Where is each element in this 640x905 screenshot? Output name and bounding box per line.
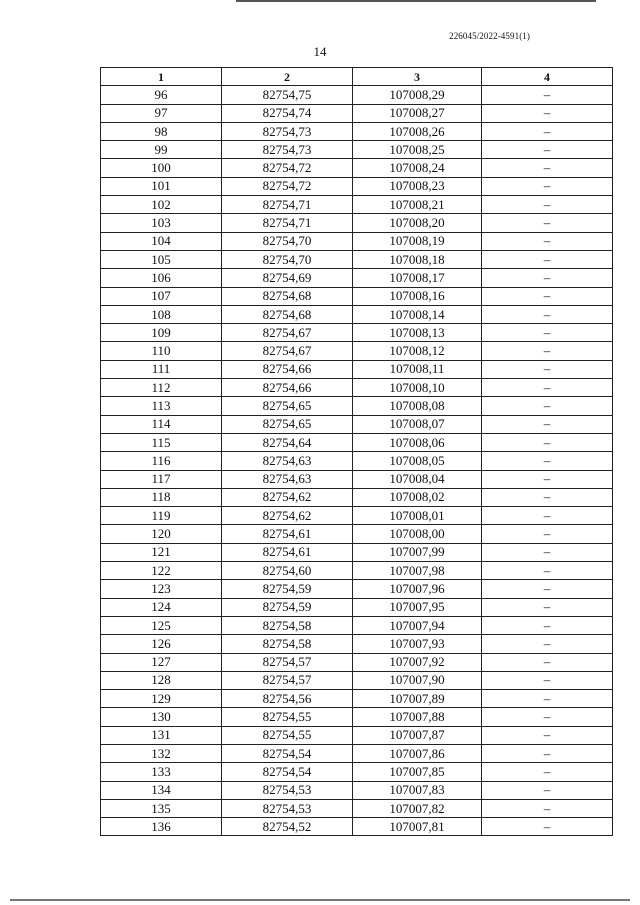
table-row [101,360,613,378]
note-cell: – [482,433,613,451]
y-coordinate-cell: 107008,11 [353,360,482,378]
point-number-cell: 103 [101,214,222,232]
point-number-cell: 118 [101,488,222,506]
table-row [101,744,613,762]
table-row [101,507,613,525]
point-number-cell: 111 [101,360,222,378]
table-row [101,342,613,360]
point-number-cell: 129 [101,690,222,708]
y-coordinate-cell: 107008,16 [353,287,482,305]
y-coordinate-cell: 107008,05 [353,452,482,470]
top-rule [236,0,596,2]
note-cell: – [482,543,613,561]
x-coordinate-cell: 82754,63 [222,470,353,488]
y-coordinate-cell: 107007,90 [353,671,482,689]
point-number-cell: 133 [101,763,222,781]
table-row [101,818,613,836]
x-coordinate-cell: 82754,57 [222,671,353,689]
note-cell: – [482,342,613,360]
x-coordinate-cell: 82754,54 [222,744,353,762]
point-number-cell: 136 [101,818,222,836]
x-coordinate-cell: 82754,61 [222,525,353,543]
table-row [101,799,613,817]
x-coordinate-cell: 82754,70 [222,250,353,268]
note-cell: – [482,415,613,433]
table-row [101,562,613,580]
table-row [101,415,613,433]
x-coordinate-cell: 82754,54 [222,763,353,781]
point-number-cell: 117 [101,470,222,488]
note-cell: – [482,232,613,250]
note-cell: – [482,250,613,268]
point-number-cell: 124 [101,598,222,616]
point-number-cell: 107 [101,287,222,305]
table-row [101,104,613,122]
point-number-cell: 98 [101,122,222,140]
bottom-rule [10,899,630,901]
y-coordinate-cell: 107008,13 [353,324,482,342]
table-row [101,781,613,799]
y-coordinate-cell: 107008,29 [353,86,482,104]
note-cell: – [482,470,613,488]
column-header: 4 [482,68,613,86]
y-coordinate-cell: 107007,89 [353,690,482,708]
note-cell: – [482,122,613,140]
table-row [101,433,613,451]
x-coordinate-cell: 82754,59 [222,598,353,616]
y-coordinate-cell: 107008,23 [353,177,482,195]
point-number-cell: 127 [101,653,222,671]
note-cell: – [482,653,613,671]
note-cell: – [482,452,613,470]
note-cell: – [482,525,613,543]
table-row [101,122,613,140]
note-cell: – [482,141,613,159]
table-row [101,141,613,159]
table-row [101,525,613,543]
table-row [101,763,613,781]
y-coordinate-cell: 107007,85 [353,763,482,781]
y-coordinate-cell: 107007,93 [353,635,482,653]
table-row [101,580,613,598]
point-number-cell: 114 [101,415,222,433]
y-coordinate-cell: 107007,87 [353,726,482,744]
x-coordinate-cell: 82754,60 [222,562,353,580]
header-row [101,68,613,86]
note-cell: – [482,287,613,305]
table-row [101,196,613,214]
point-number-cell: 113 [101,397,222,415]
point-number-cell: 125 [101,616,222,634]
x-coordinate-cell: 82754,58 [222,616,353,634]
note-cell: – [482,159,613,177]
point-number-cell: 112 [101,379,222,397]
point-number-cell: 122 [101,562,222,580]
y-coordinate-cell: 107007,81 [353,818,482,836]
y-coordinate-cell: 107007,82 [353,799,482,817]
note-cell: – [482,507,613,525]
point-number-cell: 123 [101,580,222,598]
table-body [101,86,613,836]
y-coordinate-cell: 107007,86 [353,744,482,762]
x-coordinate-cell: 82754,55 [222,708,353,726]
y-coordinate-cell: 107008,12 [353,342,482,360]
x-coordinate-cell: 82754,70 [222,232,353,250]
note-cell: – [482,598,613,616]
note-cell: – [482,781,613,799]
y-coordinate-cell: 107008,10 [353,379,482,397]
point-number-cell: 106 [101,269,222,287]
column-header: 2 [222,68,353,86]
point-number-cell: 110 [101,342,222,360]
point-number-cell: 135 [101,799,222,817]
note-cell: – [482,379,613,397]
note-cell: – [482,708,613,726]
y-coordinate-cell: 107008,07 [353,415,482,433]
x-coordinate-cell: 82754,59 [222,580,353,598]
y-coordinate-cell: 107008,20 [353,214,482,232]
note-cell: – [482,324,613,342]
document-id: 226045/2022-4591(1) [449,31,530,41]
y-coordinate-cell: 107008,08 [353,397,482,415]
x-coordinate-cell: 82754,63 [222,452,353,470]
point-number-cell: 115 [101,433,222,451]
x-coordinate-cell: 82754,72 [222,159,353,177]
x-coordinate-cell: 82754,68 [222,287,353,305]
x-coordinate-cell: 82754,61 [222,543,353,561]
y-coordinate-cell: 107008,14 [353,305,482,323]
table-row [101,470,613,488]
y-coordinate-cell: 107007,98 [353,562,482,580]
y-coordinate-cell: 107007,88 [353,708,482,726]
note-cell: – [482,726,613,744]
table-row [101,488,613,506]
y-coordinate-cell: 107007,94 [353,616,482,634]
table-row [101,269,613,287]
table-row [101,159,613,177]
x-coordinate-cell: 82754,66 [222,360,353,378]
table-row [101,397,613,415]
x-coordinate-cell: 82754,64 [222,433,353,451]
note-cell: – [482,269,613,287]
note-cell: – [482,305,613,323]
table-row [101,287,613,305]
x-coordinate-cell: 82754,71 [222,196,353,214]
y-coordinate-cell: 107008,18 [353,250,482,268]
y-coordinate-cell: 107007,83 [353,781,482,799]
x-coordinate-cell: 82754,73 [222,122,353,140]
point-number-cell: 130 [101,708,222,726]
x-coordinate-cell: 82754,52 [222,818,353,836]
note-cell: – [482,86,613,104]
x-coordinate-cell: 82754,69 [222,269,353,287]
y-coordinate-cell: 107007,99 [353,543,482,561]
x-coordinate-cell: 82754,66 [222,379,353,397]
point-number-cell: 104 [101,232,222,250]
x-coordinate-cell: 82754,53 [222,781,353,799]
x-coordinate-cell: 82754,67 [222,342,353,360]
point-number-cell: 131 [101,726,222,744]
y-coordinate-cell: 107007,95 [353,598,482,616]
y-coordinate-cell: 107008,17 [353,269,482,287]
point-number-cell: 108 [101,305,222,323]
note-cell: – [482,397,613,415]
point-number-cell: 126 [101,635,222,653]
column-header: 1 [101,68,222,86]
y-coordinate-cell: 107008,21 [353,196,482,214]
y-coordinate-cell: 107008,01 [353,507,482,525]
point-number-cell: 101 [101,177,222,195]
y-coordinate-cell: 107008,02 [353,488,482,506]
page-number: 14 [313,44,327,59]
table-row [101,324,613,342]
table-row [101,671,613,689]
table-row [101,177,613,195]
point-number-cell: 120 [101,525,222,543]
table-row [101,452,613,470]
x-coordinate-cell: 82754,67 [222,324,353,342]
note-cell: – [482,818,613,836]
note-cell: – [482,214,613,232]
note-cell: – [482,177,613,195]
note-cell: – [482,488,613,506]
table-row [101,214,613,232]
y-coordinate-cell: 107008,25 [353,141,482,159]
y-coordinate-cell: 107008,27 [353,104,482,122]
x-coordinate-cell: 82754,72 [222,177,353,195]
note-cell: – [482,744,613,762]
table-row [101,708,613,726]
x-coordinate-cell: 82754,75 [222,86,353,104]
x-coordinate-cell: 82754,65 [222,397,353,415]
note-cell: – [482,580,613,598]
y-coordinate-cell: 107007,92 [353,653,482,671]
y-coordinate-cell: 107008,19 [353,232,482,250]
table-row [101,86,613,104]
x-coordinate-cell: 82754,58 [222,635,353,653]
x-coordinate-cell: 82754,57 [222,653,353,671]
y-coordinate-cell: 107008,06 [353,433,482,451]
column-header: 3 [353,68,482,86]
table-row [101,543,613,561]
coordinates-table [100,67,613,836]
point-number-cell: 119 [101,507,222,525]
point-number-cell: 132 [101,744,222,762]
x-coordinate-cell: 82754,65 [222,415,353,433]
note-cell: – [482,616,613,634]
y-coordinate-cell: 107008,24 [353,159,482,177]
point-number-cell: 109 [101,324,222,342]
table-row [101,379,613,397]
table-row [101,232,613,250]
note-cell: – [482,562,613,580]
x-coordinate-cell: 82754,71 [222,214,353,232]
table-row [101,690,613,708]
note-cell: – [482,671,613,689]
table-row [101,726,613,744]
table-row [101,653,613,671]
table-row [101,598,613,616]
x-coordinate-cell: 82754,55 [222,726,353,744]
note-cell: – [482,196,613,214]
point-number-cell: 121 [101,543,222,561]
point-number-cell: 116 [101,452,222,470]
table-row [101,635,613,653]
point-number-cell: 99 [101,141,222,159]
note-cell: – [482,360,613,378]
x-coordinate-cell: 82754,74 [222,104,353,122]
x-coordinate-cell: 82754,56 [222,690,353,708]
point-number-cell: 105 [101,250,222,268]
x-coordinate-cell: 82754,62 [222,488,353,506]
y-coordinate-cell: 107008,00 [353,525,482,543]
note-cell: – [482,763,613,781]
point-number-cell: 128 [101,671,222,689]
note-cell: – [482,799,613,817]
x-coordinate-cell: 82754,73 [222,141,353,159]
note-cell: – [482,104,613,122]
table-row [101,250,613,268]
note-cell: – [482,690,613,708]
point-number-cell: 100 [101,159,222,177]
y-coordinate-cell: 107007,96 [353,580,482,598]
x-coordinate-cell: 82754,62 [222,507,353,525]
point-number-cell: 96 [101,86,222,104]
table-row [101,305,613,323]
point-number-cell: 97 [101,104,222,122]
note-cell: – [482,635,613,653]
x-coordinate-cell: 82754,53 [222,799,353,817]
point-number-cell: 134 [101,781,222,799]
point-number-cell: 102 [101,196,222,214]
table-header [101,68,613,86]
y-coordinate-cell: 107008,04 [353,470,482,488]
y-coordinate-cell: 107008,26 [353,122,482,140]
x-coordinate-cell: 82754,68 [222,305,353,323]
table-row [101,616,613,634]
